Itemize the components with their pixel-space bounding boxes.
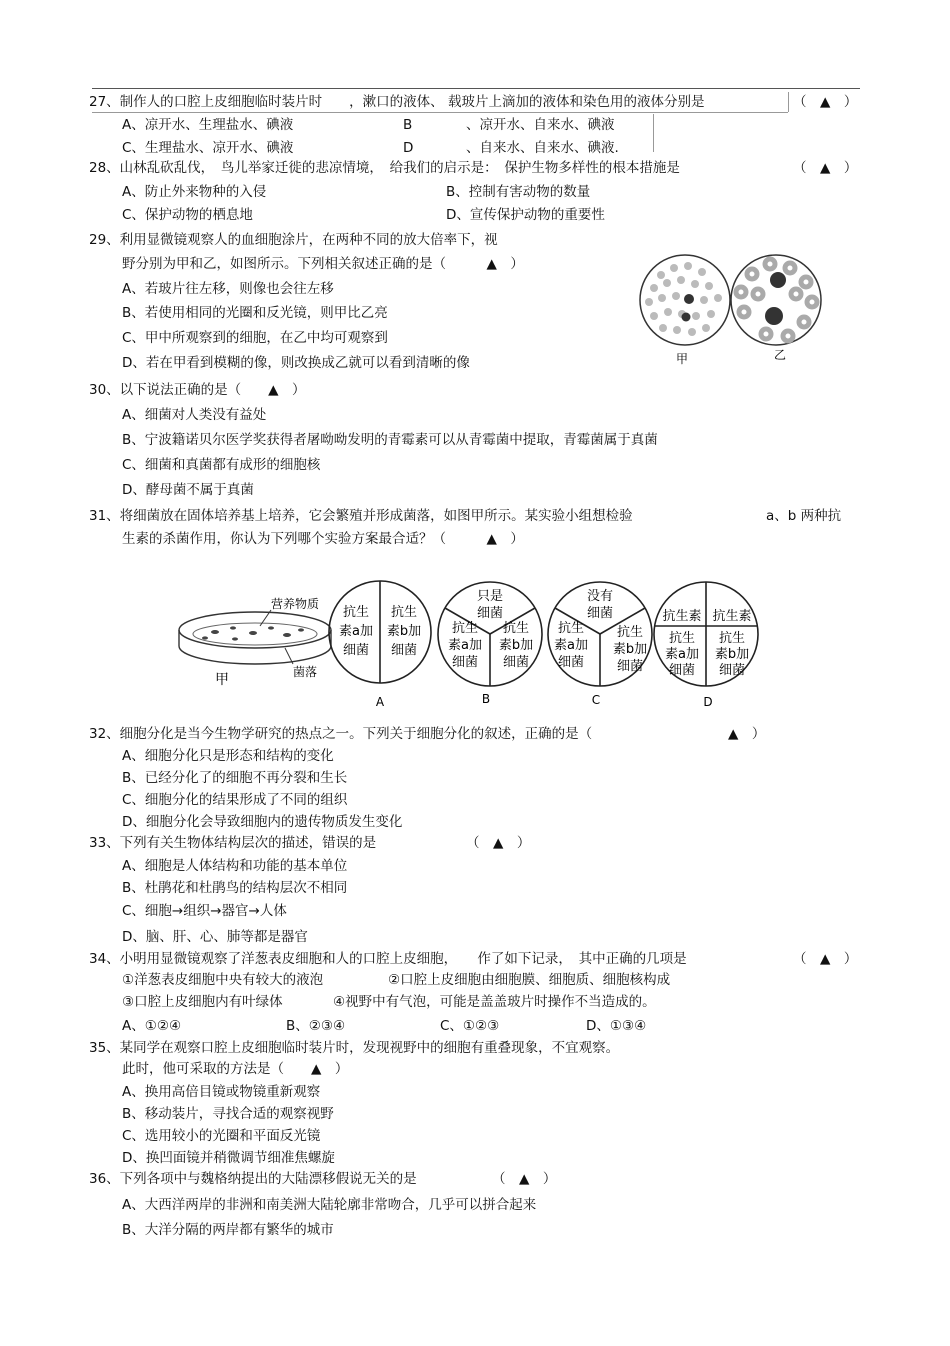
d-bottom-right-3: 细菌	[718, 663, 746, 678]
plan-a	[329, 581, 431, 709]
q36-option-b: B、大洋分隔的两岸都有繁华的城市	[122, 1222, 334, 1238]
q34-option-c: C、①②③	[440, 1018, 500, 1034]
view-yi-label: 乙	[773, 348, 787, 362]
c-left-2: 素a加	[554, 638, 588, 653]
q34-statement-3: ③口腔上皮细胞内有叶绿体	[122, 994, 283, 1010]
q27-option-a: A、凉开水、生理盐水、碘液	[122, 117, 294, 133]
q27-option-c: C、生理盐水、凉开水、碘液	[122, 140, 294, 156]
blood-cell-figure	[636, 250, 832, 368]
view-jia	[640, 255, 730, 345]
q32-option-a: A、细胞分化只是形态和结构的变化	[122, 748, 334, 764]
q30-option-d: D、酵母菌不属于真菌	[122, 482, 254, 498]
d-bottom-left-3: 细菌	[668, 663, 696, 678]
nutrient-label: 营养物质	[271, 597, 320, 611]
q36-bracket: （ ▲ ）	[492, 1171, 557, 1187]
q28-option-c: C、保护动物的栖息地	[122, 207, 253, 223]
c-top-1: 没有	[586, 589, 614, 604]
q34-statement-4: ④视野中有气泡，可能是盖盖玻片时操作不当造成的。	[333, 994, 656, 1010]
colony-label: 菌落	[293, 665, 318, 679]
q35-stem-line2: 此时，他可采取的方法是（ ▲ ）	[122, 1061, 349, 1077]
q34-statement-2: ②口腔上皮细胞由细胞膜、细胞质、细胞核构成	[388, 972, 671, 988]
b-right-3: 细菌	[502, 655, 530, 670]
c-left-1: 抗生	[557, 621, 585, 636]
d-top-right: 抗生素	[712, 609, 752, 624]
plan-d	[654, 582, 758, 709]
b-left-3: 细菌	[451, 655, 479, 670]
q29-stem-line1: 29、利用显微镜观察人的血细胞涂片，在两种不同的放大倍率下，视	[89, 232, 498, 248]
q28-bracket: （ ▲ ）	[793, 160, 858, 176]
a-left-3: 细菌	[342, 643, 370, 658]
c-left-3: 细菌	[557, 655, 585, 670]
d-bottom-right-2: 素b加	[714, 647, 750, 662]
q27-option-b-letter: B	[403, 117, 413, 133]
q27-option-b: 、凉开水、自来水、碘液	[466, 117, 615, 133]
q32-option-b: B、已经分化了的细胞不再分裂和生长	[122, 770, 348, 786]
d-caption: D	[703, 695, 713, 709]
q36-stem: 36、下列各项中与魏格纳提出的大陆漂移假说无关的是	[89, 1171, 417, 1187]
d-bottom-right-1: 抗生	[718, 631, 746, 646]
c-top-2: 细菌	[586, 606, 614, 621]
q27-table-line	[92, 112, 788, 113]
q27-bracket: （ ▲ ）	[793, 94, 858, 110]
q30-option-b: B、宁波籍诺贝尔医学奖获得者屠呦呦发明的青霉素可以从青霉菌中提取，青霉菌属于真菌	[122, 432, 658, 448]
q32-option-c: C、细胞分化的结果形成了不同的组织	[122, 792, 348, 808]
q27-stem: 27、制作人的口腔上皮细胞临时装片时 ，漱口的液体、 载玻片上滴加的液体和染色用的液体分别是	[89, 94, 705, 110]
d-bottom-left-2: 素a加	[665, 647, 699, 662]
b-left-1: 抗生	[451, 621, 479, 636]
q28-option-b: B、控制有害动物的数量	[446, 184, 591, 200]
plan-c	[548, 582, 652, 707]
q35-option-c: C、选用较小的光圈和平面反光镜	[122, 1128, 321, 1144]
b-right-2: 素b加	[498, 638, 534, 653]
q29-option-b: B、若使用相同的光圈和反光镜，则甲比乙亮	[122, 305, 388, 321]
c-right-3: 细菌	[616, 659, 644, 674]
b-right-1: 抗生	[502, 621, 530, 636]
b-left-2: 素a加	[448, 638, 482, 653]
b-top-2: 细菌	[476, 606, 504, 621]
q28-option-a: A、防止外来物种的入侵	[122, 184, 267, 200]
a-right-2: 素b加	[386, 624, 422, 639]
q33-option-d: D、脑、肝、心、肺等都是器官	[122, 929, 308, 945]
q27-option-d-letter: D	[403, 140, 414, 156]
b-top-1: 只是	[476, 589, 504, 604]
q35-option-d: D、换凹面镜并稍微调节细准焦螺旋	[122, 1150, 335, 1166]
q33-stem: 33、下列有关生物体结构层次的描述，错误的是	[89, 835, 377, 851]
top-rule	[92, 88, 860, 89]
q34-option-d: D、①③④	[586, 1018, 647, 1034]
q27-table-line	[653, 114, 654, 152]
q30-option-a: A、细菌对人类没有益处	[122, 407, 267, 423]
view-jia-label: 甲	[675, 352, 689, 366]
a-caption: A	[375, 695, 385, 709]
q36-option-a: A、大西洋两岸的非洲和南美洲大陆轮廓非常吻合，几乎可以拼合起来	[122, 1197, 537, 1213]
view-yi	[731, 255, 821, 345]
a-left-1: 抗生	[342, 605, 370, 620]
q32-stem: 32、细胞分化是当今生物学研究的热点之一。下列关于细胞分化的叙述，正确的是（	[89, 726, 593, 742]
dish-caption: 甲	[215, 672, 229, 688]
plan-b	[438, 582, 542, 706]
q35-stem-line1: 35、某同学在观察口腔上皮细胞临时装片时，发现视野中的细胞有重叠现象，不宜观察。	[89, 1040, 620, 1056]
q32-bracket: ▲ ）	[728, 726, 766, 742]
b-caption: B	[481, 692, 491, 706]
d-top-left: 抗生素	[662, 609, 702, 624]
q31-stem-line1-end: a、b 两种抗	[766, 508, 842, 524]
antibiotic-figure	[175, 578, 775, 714]
q29-option-c: C、甲中所观察到的细胞，在乙中均可观察到	[122, 330, 388, 346]
q33-bracket: （ ▲ ）	[466, 835, 531, 851]
q27-option-d: 、自来水、自来水、碘液.	[466, 140, 619, 156]
d-bottom-left-1: 抗生	[668, 631, 696, 646]
a-left-2: 素a加	[339, 624, 373, 639]
petri-dish	[179, 596, 331, 688]
q31-stem-line2: 生素的杀菌作用，你认为下列哪个实验方案最合适？（ ▲ ）	[122, 531, 524, 547]
q34-bracket: （ ▲ ）	[793, 951, 858, 967]
q27-table-line	[788, 92, 789, 112]
q33-option-b: B、杜鹃花和杜鹃鸟的结构层次不相同	[122, 880, 348, 896]
q33-option-c: C、细胞→组织→器官→人体	[122, 903, 287, 919]
q35-option-b: B、移动装片，寻找合适的观察视野	[122, 1106, 334, 1122]
q34-stem: 34、小明用显微镜观察了洋葱表皮细胞和人的口腔上皮细胞， 作了如下记录， 其中正确的几项是	[89, 951, 687, 967]
q28-option-d: D、宣传保护动物的重要性	[446, 207, 605, 223]
q29-option-d: D、若在甲看到模糊的像，则改换成乙就可以看到清晰的像	[122, 355, 470, 371]
a-right-3: 细菌	[390, 643, 418, 658]
q34-option-a: A、①②④	[122, 1018, 182, 1034]
c-right-2: 素b加	[612, 642, 648, 657]
a-right-1: 抗生	[390, 605, 418, 620]
q30-stem: 30、以下说法正确的是（ ▲ ）	[89, 382, 306, 398]
c-caption: C	[591, 693, 601, 707]
c-right-1: 抗生	[616, 625, 644, 640]
q30-option-c: C、细菌和真菌都有成形的细胞核	[122, 457, 321, 473]
q32-option-d: D、细胞分化会导致细胞内的遗传物质发生变化	[122, 814, 403, 830]
q33-option-a: A、细胞是人体结构和功能的基本单位	[122, 858, 348, 874]
q29-stem-line2: 野分别为甲和乙，如图所示。下列相关叙述正确的是（ ▲ ）	[122, 256, 524, 272]
q34-option-b: B、②③④	[286, 1018, 346, 1034]
q34-statement-1: ①洋葱表皮细胞中央有较大的液泡	[122, 972, 324, 988]
q35-option-a: A、换用高倍目镜或物镜重新观察	[122, 1084, 321, 1100]
q31-stem-line1: 31、将细菌放在固体培养基上培养，它会繁殖并形成菌落，如图甲所示。某实验小组想检验	[89, 508, 633, 524]
q28-stem: 28、山林乱砍乱伐， 鸟儿举家迁徙的悲凉情境， 给我们的启示是： 保护生物多样性的根本措施是	[89, 160, 680, 176]
q29-option-a: A、若玻片往左移，则像也会往左移	[122, 281, 334, 297]
